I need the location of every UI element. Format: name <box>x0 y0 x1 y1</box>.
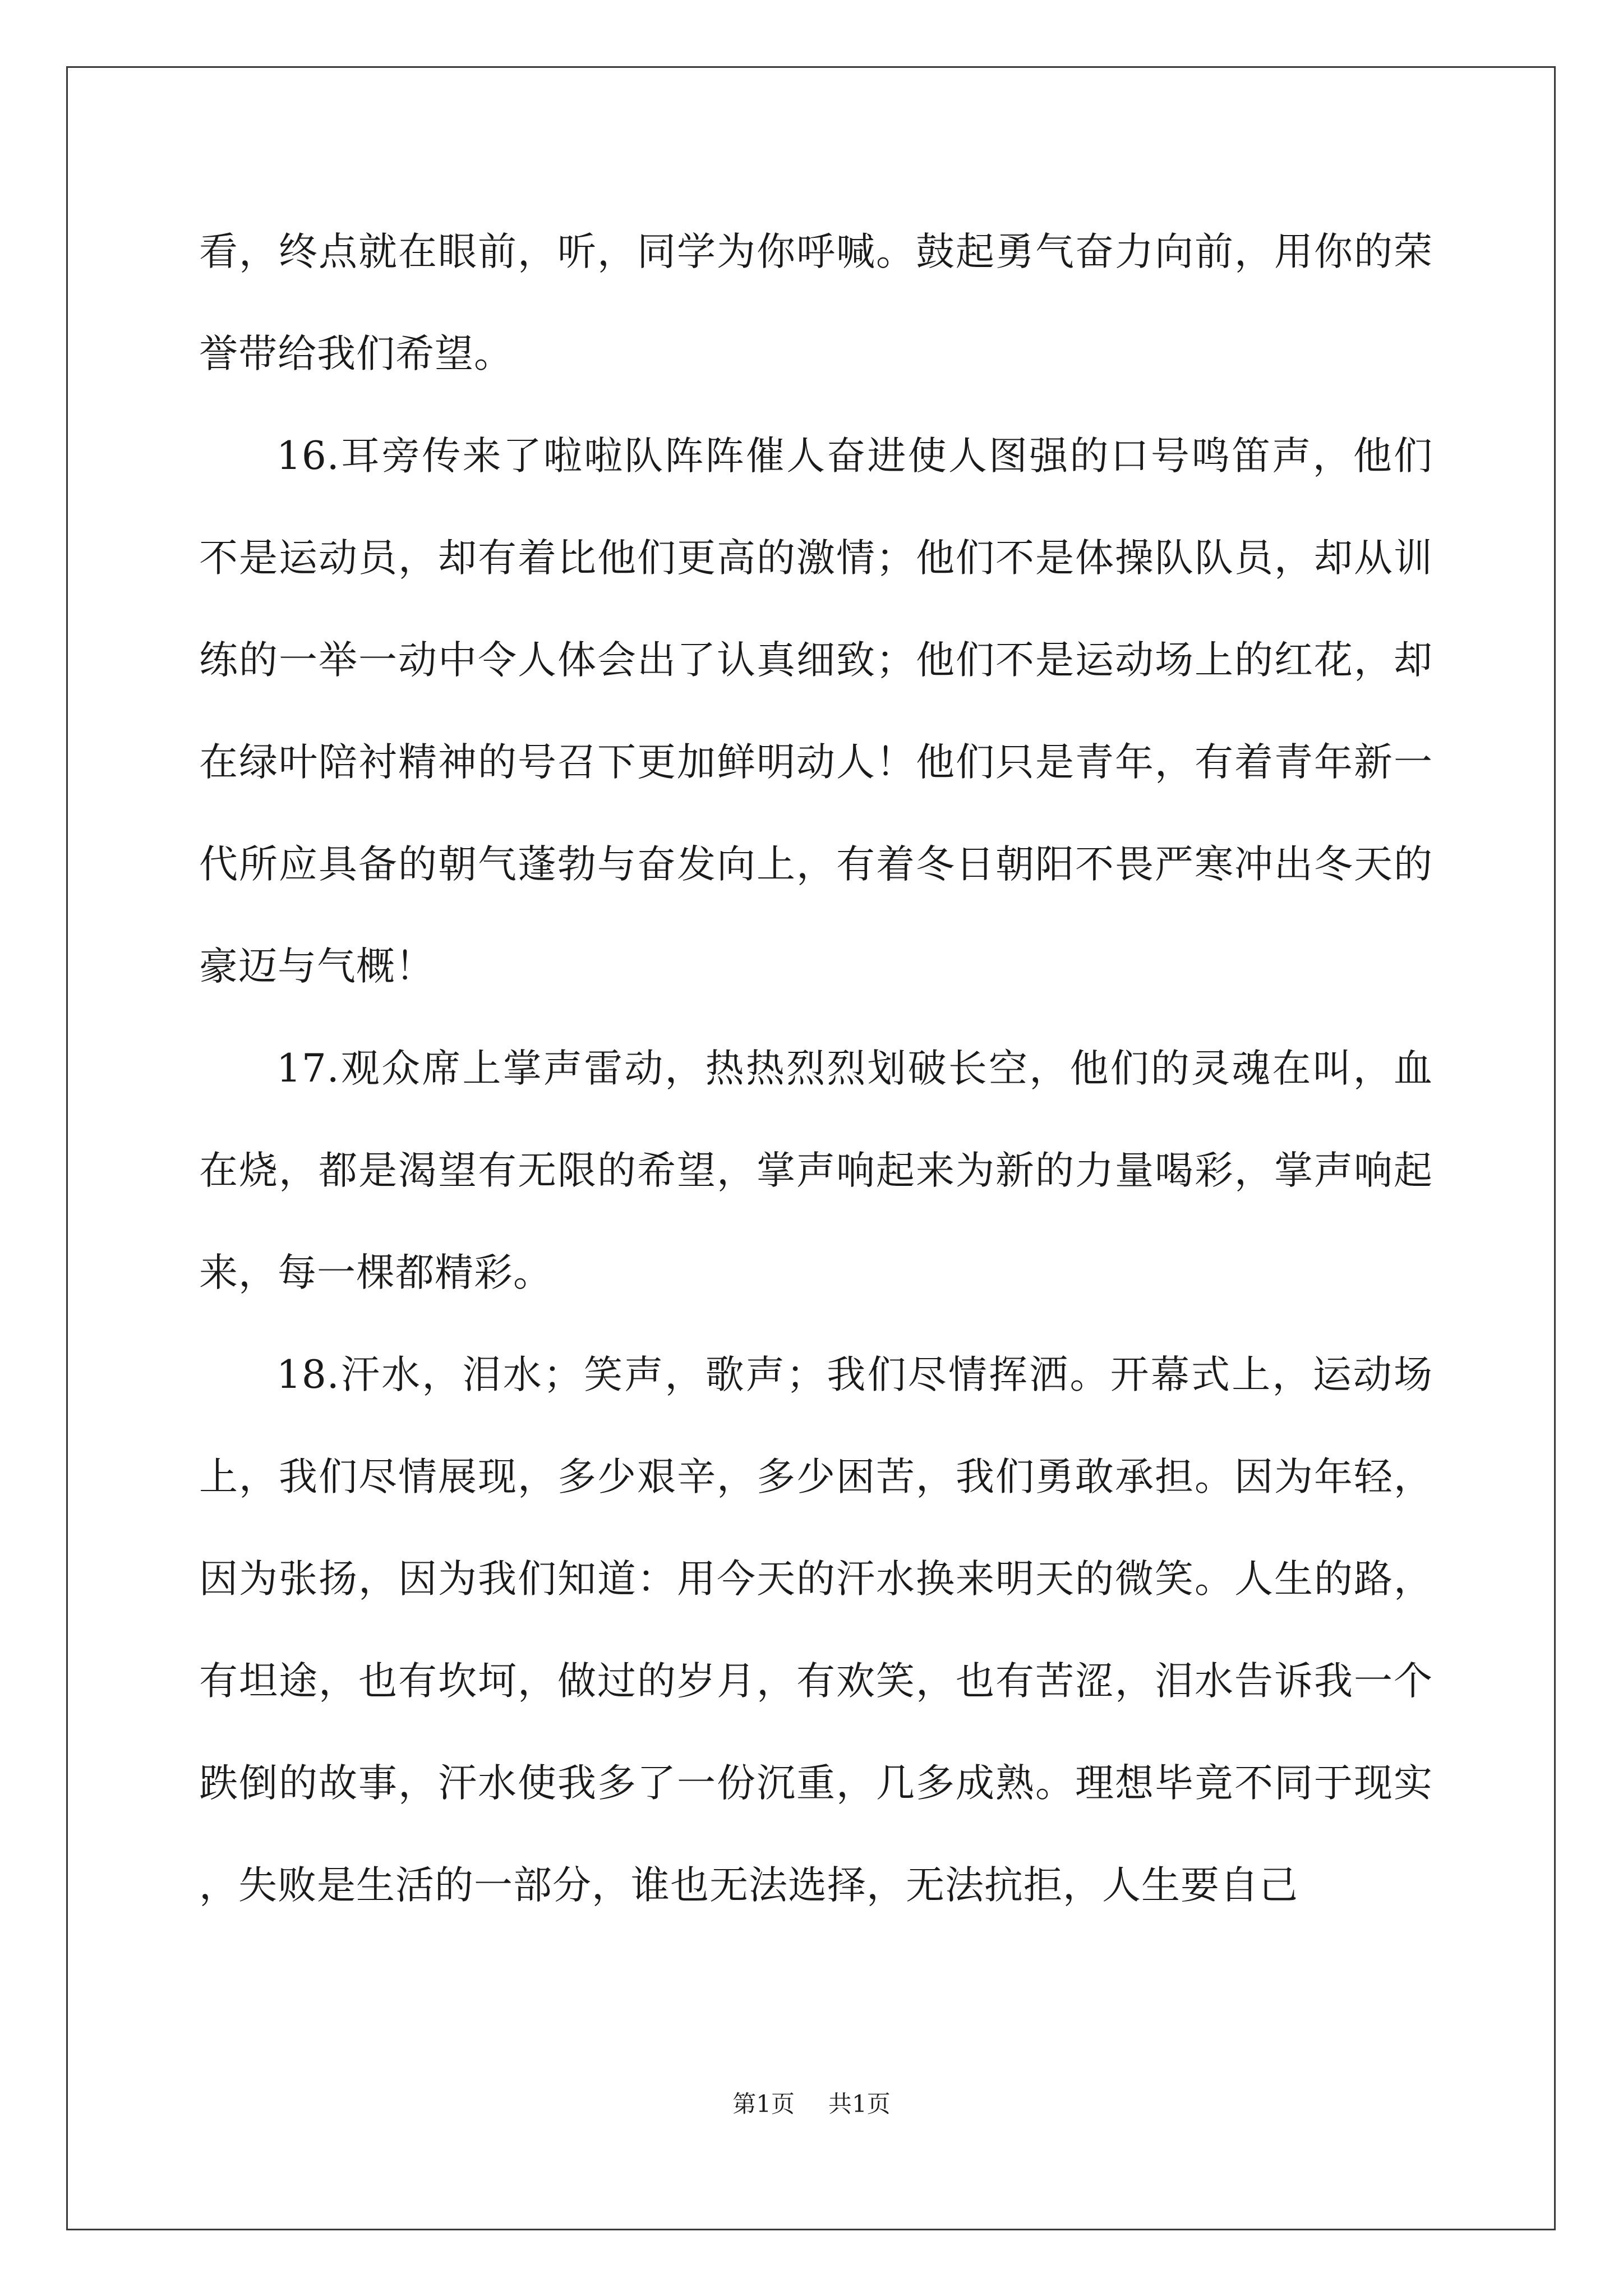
paragraph-continuation: 看，终点就在眼前，听，同学为你呼喊。鼓起勇气奋力向前，用你的荣誉带给我们希望。 <box>199 229 1433 376</box>
page-number: 第1页 <box>732 2090 795 2118</box>
page-footer <box>0 2086 1623 2119</box>
paragraph-item-16: 16.耳旁传来了啦啦队阵阵催人奋进使人图强的口号鸣笛声，他们不是运动员，却有着比他们更高的激情；他们不是体操队队员，却从训练的一举一动中令人体会出了认真细致；他们不是运动场上的红花，却在绿叶陪衬精神的号召下更加鲜明动人！他们只是青年，有着青年新一代所应具备的朝气蓬勃与奋发向上，有着冬日朝阳不畏严寒冲出冬天的豪迈与气概！ <box>199 434 1433 989</box>
page-total: 共1页 <box>828 2090 891 2118</box>
document-body <box>199 201 1433 1936</box>
paragraph-item-17: 17.观众席上掌声雷动，热热烈烈划破长空，他们的灵魂在叫，血在烧，都是渴望有无限的希望，掌声响起来为新的力量喝彩，掌声响起来，每一棵都精彩。 <box>199 1046 1433 1295</box>
paragraph-item-18: 18.汗水，泪水；笑声，歌声；我们尽情挥洒。开幕式上，运动场上，我们尽情展现，多少艰辛，多少困苦，我们勇敢承担。因为年轻，因为张扬，因为我们知道：用今天的汗水换来明天的微笑。人生的路，有坦途，也有坎坷，做过的岁月，有欢笑，也有苦涩，泪水告诉我一个跌倒的故事，汗水使我多了一份沉重，几多成熟。理想毕竟不同于现实，失败是生活的一部分，谁也无法选择，无法抗拒，人生要自己 <box>199 1352 1433 1908</box>
